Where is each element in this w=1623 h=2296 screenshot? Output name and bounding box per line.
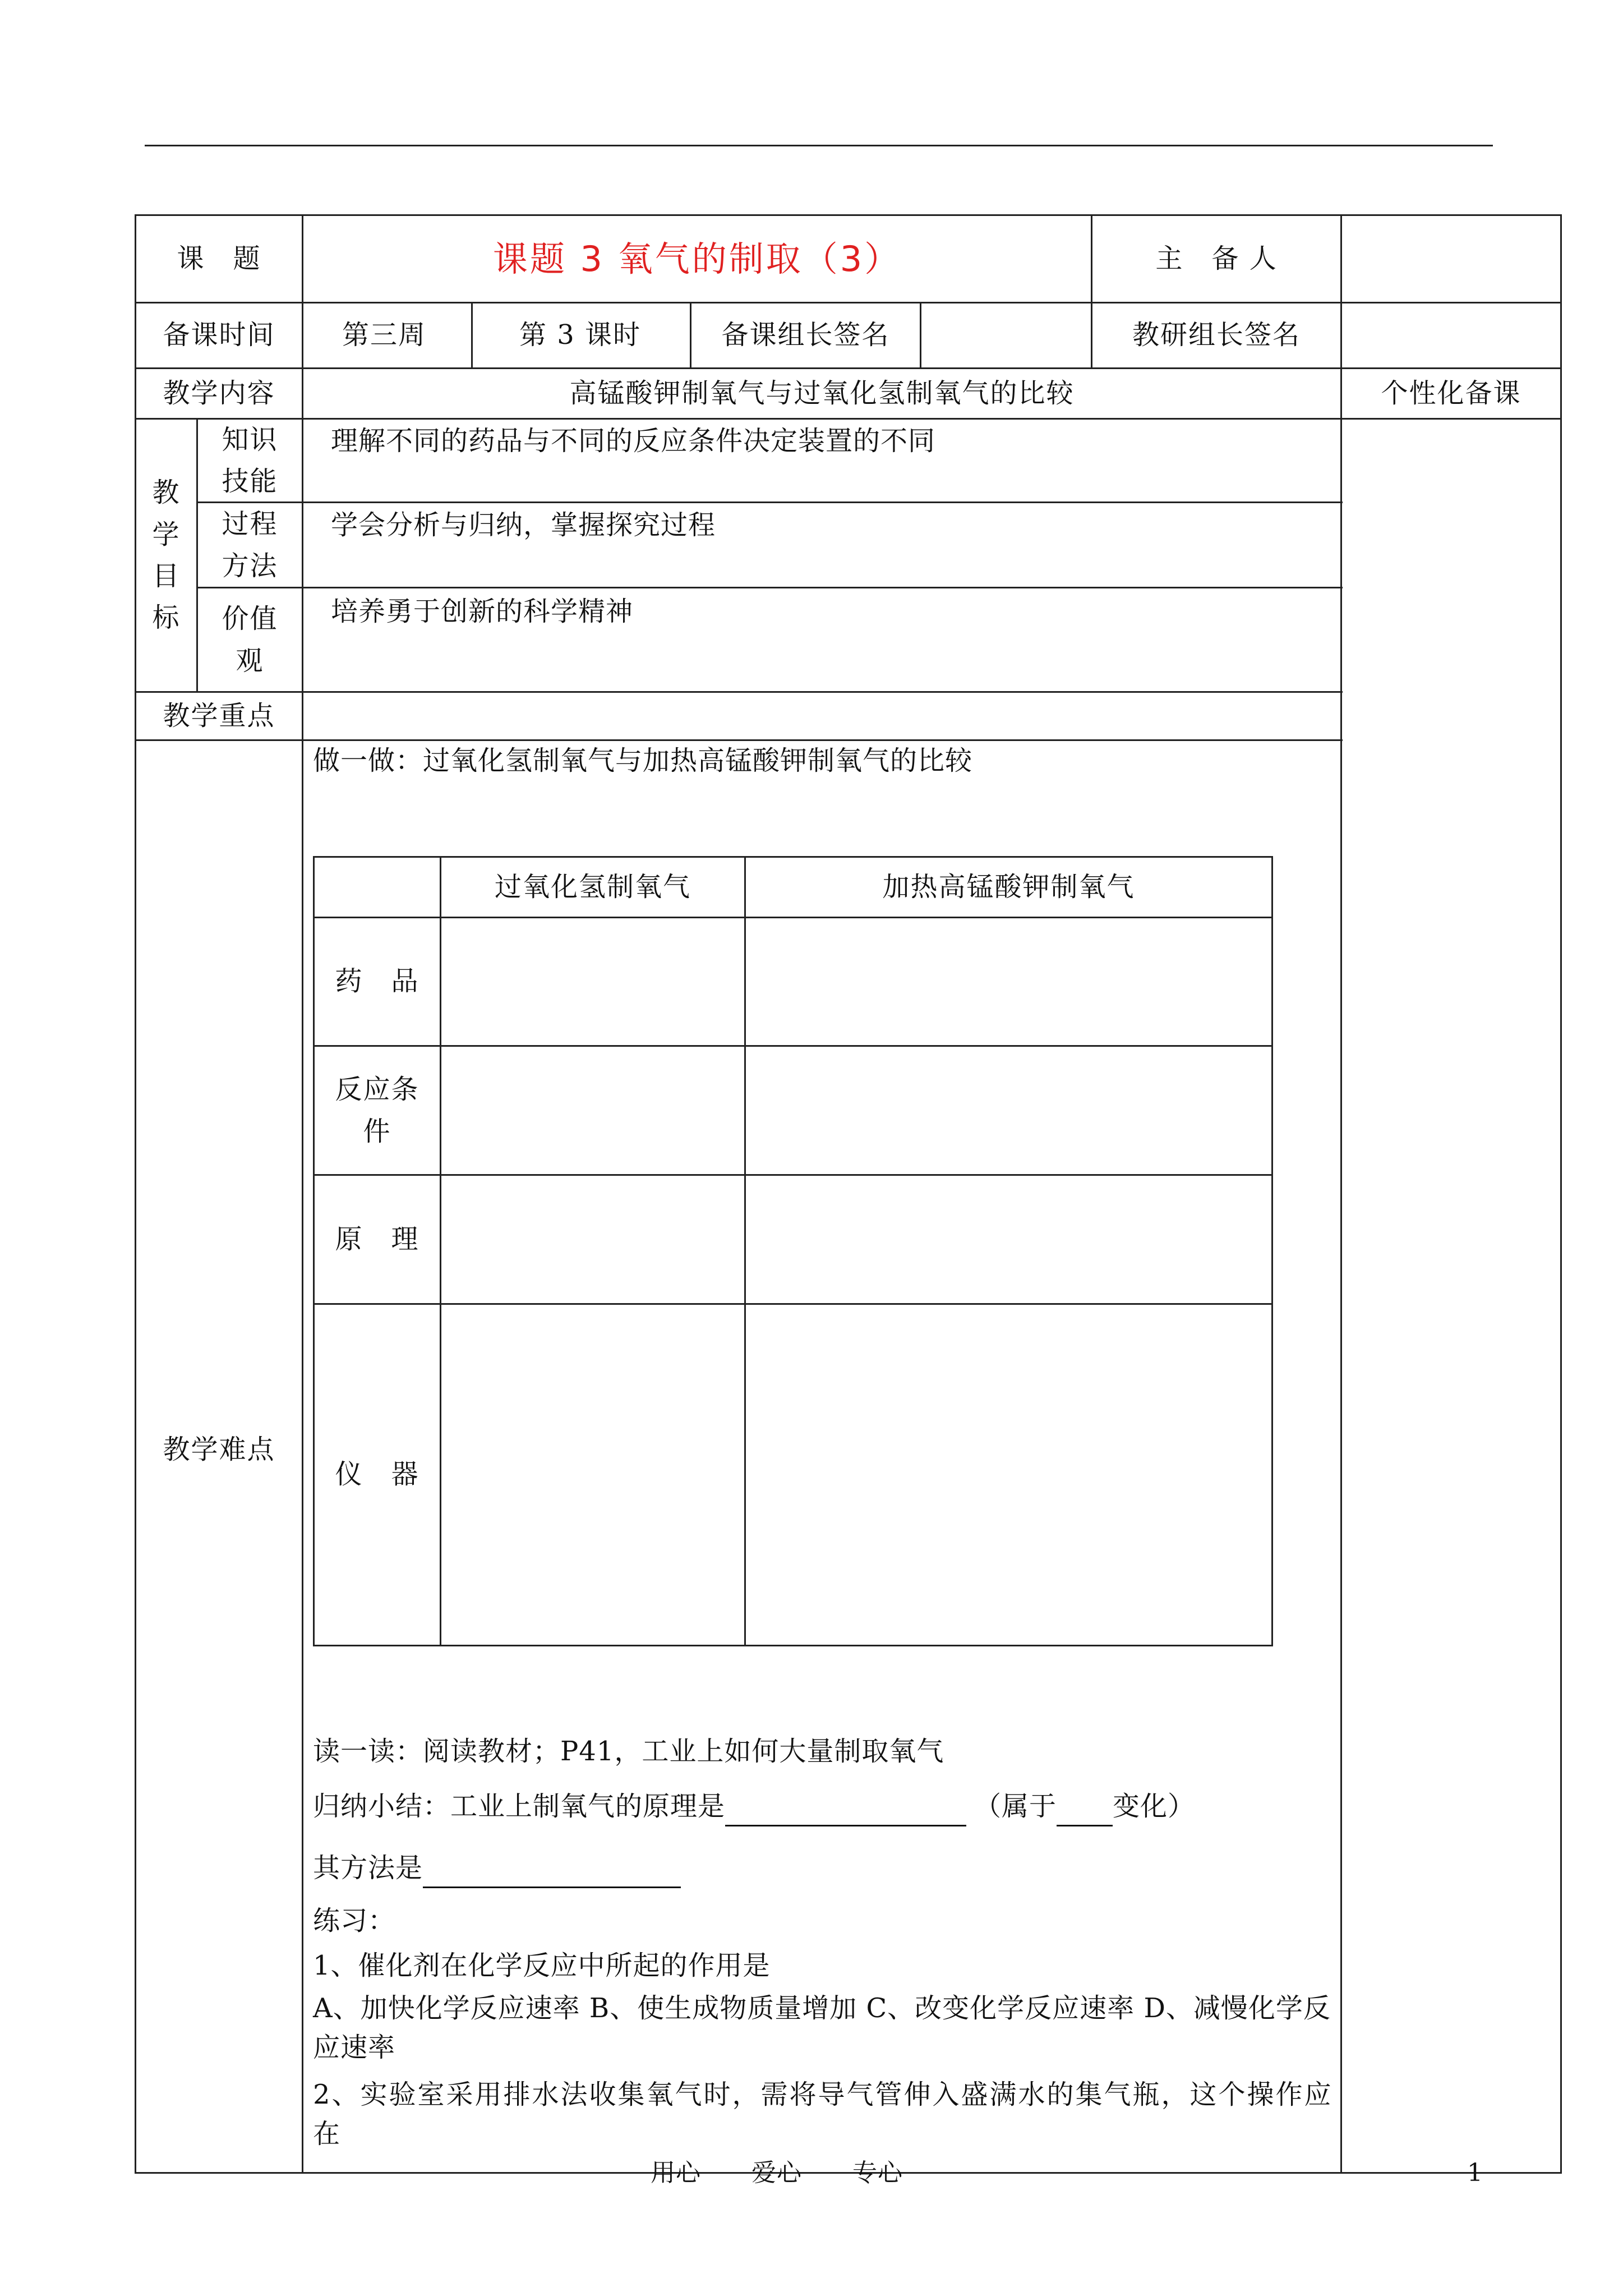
difficulty-label: 教学难点 xyxy=(163,1434,275,1466)
row-label-conditions: 反应条 件 xyxy=(335,1074,419,1147)
goal-process-label: 过程 方法 xyxy=(222,508,278,582)
exercise-label: 练习： xyxy=(313,1905,396,1936)
summary-mid: （属于 xyxy=(974,1791,1057,1822)
content-value: 高锰酸钾制氧气与过氧化氢制氧气的比较 xyxy=(569,377,1075,409)
goal-process-text: 学会分析与归纳，掌握探究过程 xyxy=(331,509,716,541)
prep-time-label: 备课时间 xyxy=(163,319,275,351)
summary-suffix: 变化） xyxy=(1113,1791,1196,1822)
key-points-label: 教学重点 xyxy=(163,700,275,731)
activity-heading: 做一做：过氧化氢制氧气与加热高锰酸钾制氧气的比较 xyxy=(313,745,973,776)
content-label: 教学内容 xyxy=(163,377,275,409)
change-type-blank[interactable] xyxy=(1057,1799,1113,1826)
summary-prefix: 归纳小结：工业上制氧气的原理是 xyxy=(313,1791,726,1822)
col-header-potassium-permanganate: 加热高锰酸钾制氧气 xyxy=(882,871,1135,903)
preparer-label: 主 备 人 xyxy=(1155,242,1278,274)
question-1: 1、催化剂在化学反应中所起的作用是 xyxy=(313,1950,771,1981)
preparer-value xyxy=(1342,216,1560,302)
topic-label: 课 题 xyxy=(177,242,261,274)
reading-line: 读一读：阅读教材；P41，工业上如何大量制取氧气 xyxy=(313,1736,944,1767)
row-label-reagents: 药 品 xyxy=(335,965,419,997)
lesson-number: 第 3 课时 xyxy=(519,319,642,351)
question-1-options: A、加快化学反应速率 B、使生成物质量增加 C、改变化学反应速率 D、减慢化学反应速率 xyxy=(313,1993,1331,2063)
personal-prep-label: 个性化备课 xyxy=(1381,377,1521,409)
goal-values-text: 培养勇于创新的科学精神 xyxy=(331,596,634,627)
goals-label: 教 学 目 标 xyxy=(152,477,181,634)
goal-values-label: 价值 观 xyxy=(222,603,278,677)
lesson-title: 课题 3 氧气的制取（3） xyxy=(492,238,902,279)
footer-motto: 用心 爱心 专心 xyxy=(651,2159,903,2187)
summary-line xyxy=(313,1787,1195,1826)
principle-blank[interactable] xyxy=(725,1799,966,1826)
goal-knowledge-text: 理解不同的药品与不同的反应条件决定装置的不同 xyxy=(331,425,936,457)
row-label-principle: 原 理 xyxy=(335,1223,419,1255)
research-leader-label: 教研组长签名 xyxy=(1132,319,1301,351)
week-value: 第三周 xyxy=(342,319,427,351)
goal-knowledge-label: 知识 技能 xyxy=(222,424,278,497)
col-header-hydrogen-peroxide: 过氧化氢制氧气 xyxy=(494,871,691,903)
method-prefix: 其方法是 xyxy=(313,1852,423,1884)
method-blank[interactable] xyxy=(423,1861,681,1888)
question-2: 2、实验室采用排水法收集氧气时，需将导气管伸入盛满水的集气瓶，这个操作应在 xyxy=(313,2079,1333,2150)
method-line xyxy=(313,1849,681,1888)
row-label-apparatus: 仪 器 xyxy=(335,1458,419,1490)
header-rule xyxy=(145,145,1493,146)
group-leader-label: 备课组长签名 xyxy=(721,319,890,351)
page-number: 1 xyxy=(1467,2159,1483,2187)
col-header-empty xyxy=(315,858,440,917)
